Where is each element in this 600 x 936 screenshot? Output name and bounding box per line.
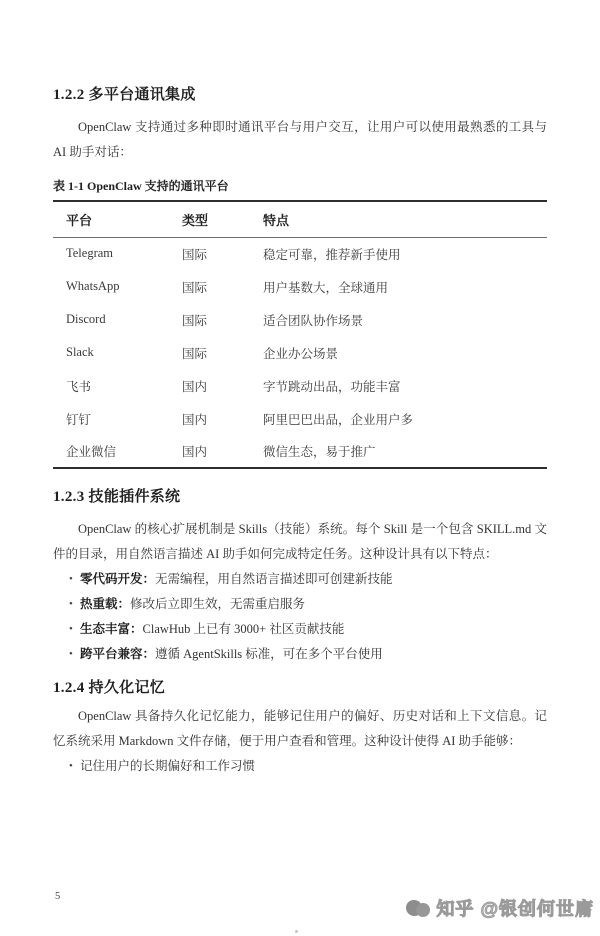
table-row [53,336,547,369]
list-item-term: 零代码开发： [80,572,156,586]
list-item-desc: 无需编程，用自然语言描述即可创建新技能 [155,572,393,586]
section-122-paragraph: OpenClaw 支持通过多种即时通讯平台与用户交互，让用户可以使用最熟悉的工具与 AI 助手对话： [53,120,547,159]
section-123-paragraph: OpenClaw 的核心扩展机制是 Skills（技能）系统。每个 Skill 是一个包含 SKILL.md 文件的目录，用自然语言描述 AI 助手如何完成特定任务。这种设计具有以下特点： [53,522,547,561]
list-item [53,592,547,617]
table-row [53,435,547,468]
cell-type: 国内 [182,445,208,459]
list-item-term: 跨平台兼容： [80,647,156,661]
list-item-term: 热重载： [80,597,131,611]
table-caption: 表 1-1 OpenClaw 支持的通讯平台 [53,179,229,193]
platforms-table [53,200,547,469]
skills-feature-list [53,567,547,667]
cell-type: 国际 [182,313,208,328]
bullet-icon: • [69,760,73,772]
bullet-icon: • [69,623,73,635]
cell-platform: 钉钉 [66,412,92,427]
table-row [53,270,547,303]
table-row [53,369,547,402]
list-item [53,642,547,667]
list-item [53,617,547,642]
cell-feature: 字节跳动出品，功能丰富 [263,379,401,394]
cell-feature: 稳定可靠，推荐新手使用 [263,247,401,262]
section-124-paragraph: OpenClaw 具备持久化记忆能力，能够记住用户的偏好、历史对话和上下文信息。记忆系统采用 Markdown 文件存储，便于用户查看和管理。这种设计使得 AI 助手能够： [53,709,547,748]
memory-feature-list [53,754,547,779]
cell-feature: 阿里巴巴出品，企业用户多 [263,412,414,427]
list-item-desc: ClawHub 上已有 3000+ 社区贡献技能 [142,622,345,636]
page-number: 5 [55,891,61,902]
table-row [53,402,547,435]
cell-type: 国际 [182,247,208,262]
table-row [53,303,547,336]
cell-platform: 飞书 [66,379,92,394]
table-header-row [53,201,547,237]
list-item-desc: 遵循 AgentSkills 标准，可在多个平台使用 [155,647,383,661]
cell-platform: Discord [66,312,106,326]
section-heading-122: 1.2.2 多平台通讯集成 [53,87,196,103]
cell-type: 国内 [182,379,208,394]
cell-feature: 企业办公场景 [263,346,339,361]
cell-feature: 微信生态，易于推广 [263,445,376,459]
column-header-platform: 平台 [53,201,182,237]
list-item-term: 生态丰富： [80,622,143,636]
document-page [0,87,600,936]
column-header-type: 类型 [182,201,263,237]
list-item [53,567,547,592]
table-row [53,237,547,270]
bullet-icon: • [69,598,73,610]
list-item-desc: 修改后立即生效，无需重启服务 [130,597,306,611]
zhihu-logo-icon [406,896,432,920]
bullet-icon: • [69,573,73,585]
watermark-text: 知乎 @银创何世庸 [436,899,594,919]
cell-platform: 企业微信 [66,445,117,459]
section-heading-124: 1.2.4 持久化记忆 [53,680,166,696]
cell-platform: Telegram [66,246,114,261]
paper-speck [295,930,298,933]
bullet-icon: • [69,648,73,660]
cell-type: 国际 [182,346,208,361]
cell-type: 国内 [182,412,208,427]
section-heading-123: 1.2.3 技能插件系统 [53,489,181,505]
column-header-feature: 特点 [263,201,547,237]
list-item [53,754,547,779]
cell-platform: Slack [66,345,94,359]
cell-feature: 用户基数大，全球通用 [263,280,389,295]
cell-type: 国际 [182,280,208,295]
cell-feature: 适合团队协作场景 [263,313,364,328]
watermark [406,895,594,921]
cell-platform: WhatsApp [66,279,120,293]
list-item-desc: 记住用户的长期偏好和工作习惯 [80,759,256,773]
